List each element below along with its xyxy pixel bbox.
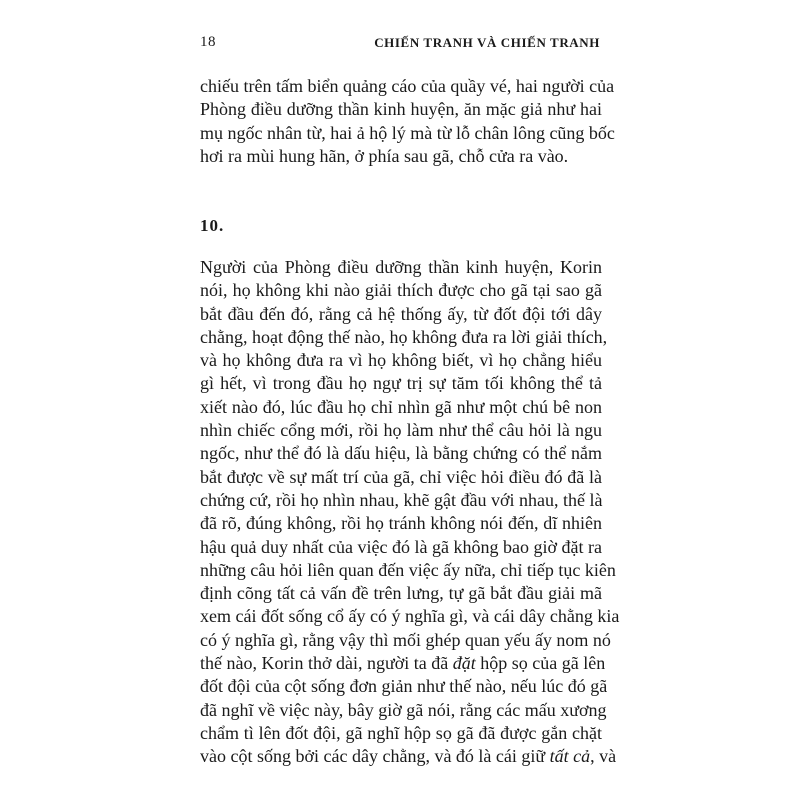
text-line: bắt được về sự mất trí của gã, chỉ việc hỏi điều đó đã là — [200, 466, 602, 487]
emphasized-word: tất cả — [549, 746, 591, 767]
text-segment: , và — [590, 746, 617, 767]
text-line-with-emphasis — [200, 652, 606, 675]
text-line: mụ ngốc nhân từ, hai ả hộ lý mà từ lỗ chân lông cũng bốc — [200, 122, 615, 143]
text-line: hậu quả duy nhất của việc đó là gã không bao giờ đặt ra — [200, 536, 602, 557]
text-segment: vào cột sống bởi các dây chằng, và đó là cái giữ — [200, 746, 550, 767]
text-line: chứng cứ, rồi họ nhìn nhau, khẽ gật đầu với nhau, thế là — [200, 489, 603, 510]
text-line: gì hết, vì trong đầu họ ngự trị sự tăm tối không thể tả — [200, 373, 602, 394]
page-number: 18 — [200, 34, 216, 50]
text-line: nói, họ không khi nào giải thích được cho gã tại sao gã — [200, 280, 602, 301]
text-line: chẩm tì lên đốt đội, gã nghĩ hộp sọ gã đã được gắn chặt — [200, 722, 602, 743]
text-line: hơi ra mùi hung hãn, ở phía sau gã, chỗ cửa ra vào. — [200, 145, 569, 166]
text-line: đã rõ, đúng không, rồi họ tránh không nói đến, dĩ nhiên — [200, 513, 602, 534]
text-line: và họ không đưa ra vì họ không biết, vì họ chẳng hiểu — [200, 350, 602, 371]
section-heading: 10. — [200, 216, 225, 235]
text-segment: hộp sọ của gã lên — [475, 653, 606, 674]
text-line: xiết nào đó, lúc đầu họ chỉ nhìn gã như một chú bê non — [200, 396, 602, 417]
text-segment: thế nào, Korin thở dài, người ta đã — [200, 653, 453, 674]
emphasized-word: đặt — [452, 653, 476, 674]
text-line: Người của Phòng điều dưỡng thần kinh huyện, Korin — [200, 257, 602, 277]
text-line: ngốc, như thể đó là dấu hiệu, là bằng chứng có thể nắm — [200, 443, 602, 464]
text-line: bắt đầu đến đó, rằng cả hệ thống ấy, từ đốt đội tới dây — [200, 303, 602, 324]
text-line: chằng, hoạt động thế nào, họ không đưa ra lời giải thích, — [200, 326, 608, 347]
text-line: xem cái đốt sống cổ ấy có ý nghĩa gì, và cái dây chằng kia — [200, 606, 620, 627]
text-line-with-emphasis — [200, 745, 617, 768]
main-paragraph — [200, 256, 620, 769]
text-line: những câu hỏi liên quan đến việc ấy nữa, chỉ tiếp tục kiên — [200, 559, 616, 580]
text-line: nhìn chiếc cổng mới, rồi họ làm như thể câu hỏi là ngu — [200, 420, 602, 441]
running-title: CHIẾN TRANH VÀ CHIẾN TRANH — [374, 35, 600, 50]
intro-paragraph — [200, 75, 615, 168]
text-line: đốt đội của cột sống đơn giản như thế nào, nếu lúc đó gã — [200, 676, 608, 697]
text-line: Phòng điều dưỡng thần kinh huyện, ăn mặc giả như hai — [200, 99, 602, 120]
text-line: có ý nghĩa gì, rằng vậy thì mối ghép quan yếu ấy nom nó — [200, 629, 611, 650]
text-line: chiếu trên tấm biển quảng cáo của quầy vé, hai người của — [200, 76, 615, 96]
text-line: đã nghĩ về việc này, bây giờ gã nói, rằng các mấu xương — [200, 699, 607, 720]
text-line: định cõng tất cả vấn đề trên lưng, tự gã bắt đầu giải mã — [200, 583, 602, 604]
